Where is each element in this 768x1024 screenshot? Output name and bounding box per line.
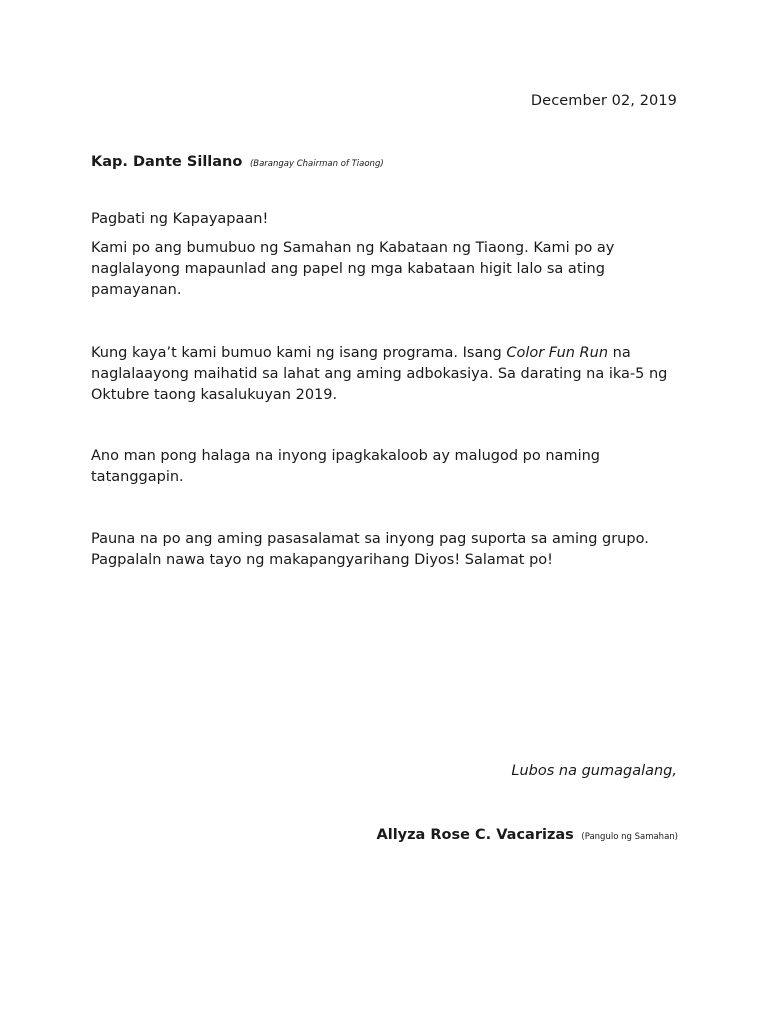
paragraph-1: Kami po ang bumubuo ng Samahan ng Kabataan ng Tiaong. Kami po ay naglalayong mapaunlad ang papel ng mga kabataan higit lalo sa ating pamayanan. bbox=[91, 240, 615, 298]
recipient-title: (Barangay Chairman of Tiaong) bbox=[249, 159, 384, 169]
letter-date: December 02, 2019 bbox=[530, 93, 677, 109]
event-name: Color Fun Run bbox=[506, 345, 609, 361]
paragraph-4: Pauna na po ang aming pasasalamat sa inyong pag suporta sa aming grupo. Pagpalaln nawa tayo ng makapangyarihang Diyos! Salamat po! bbox=[91, 531, 649, 568]
recipient-line bbox=[91, 154, 384, 170]
recipient-name: Kap. Dante Sillano bbox=[91, 154, 243, 170]
signatory-name: Allyza Rose C. Vacarizas bbox=[376, 827, 574, 843]
paragraph-3: Ano man pong halaga na inyong ipagkakaloob ay malugod po naming tatanggapin. bbox=[91, 448, 600, 485]
signature-line bbox=[377, 827, 679, 843]
paragraph-2-before: Kung kaya’t kami bumuo kami ng isang programa. Isang bbox=[91, 345, 507, 361]
paragraph-2-after: na naglalaayong maihatid sa lahat ang aming adbokasiya. Sa darating na ika-5 ng Oktubre taong kasalukuyan 2019. bbox=[91, 345, 668, 403]
closing: Lubos na gumagalang, bbox=[511, 763, 677, 779]
greeting: Pagbati ng Kapayapaan! bbox=[91, 211, 269, 227]
paragraph-2 bbox=[91, 343, 691, 406]
signatory-title: (Pangulo ng Samahan) bbox=[581, 832, 678, 842]
